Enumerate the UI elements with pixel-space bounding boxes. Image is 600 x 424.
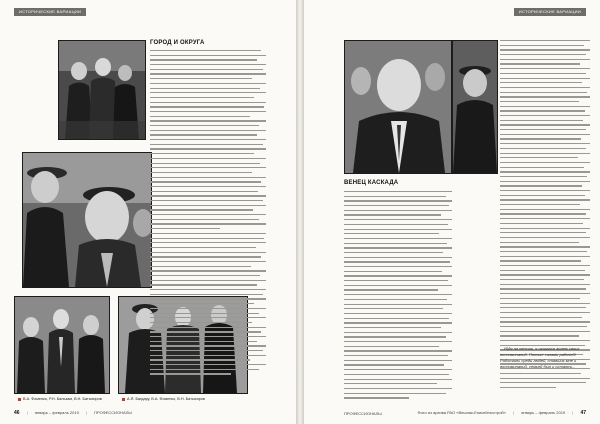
photo-group-men bbox=[58, 40, 146, 140]
photo-crowd bbox=[452, 40, 498, 174]
right-page-number: 47 bbox=[580, 410, 586, 416]
right-footer-magazine: ПРОФЕССИОНАЛЫ bbox=[344, 411, 382, 416]
right-running-head: ИСТОРИЧЕСКИЕ ВАРИАЦИИ bbox=[514, 8, 586, 16]
right-section-title: ВЕНЕЦ КАСКАДА bbox=[344, 180, 399, 186]
left-footer-magazine: ПРОФЕССИОНАЛЫ bbox=[94, 410, 132, 415]
photo-men-in-hats bbox=[22, 152, 152, 288]
right-footer-issue: январь – февраль 2019 bbox=[521, 410, 566, 415]
caption-photo-three-men: В.А. Фоменко, Р.Н. Бальзам, В.Н. Батыхиров bbox=[18, 397, 102, 401]
left-running-head: ИСТОРИЧЕСКИЕ ВАРИАЦИИ bbox=[14, 8, 86, 16]
spread-gutter bbox=[296, 0, 304, 424]
photo-man-in-suit bbox=[344, 40, 452, 174]
right-footer-note: Фото из архива РАО «Вешняк-Енисейгэсстрой» bbox=[417, 410, 506, 415]
left-footer: 46 | январь – февраль 2019 | ПРОФЕССИОНАЛЫ bbox=[14, 410, 132, 416]
left-page-number: 46 bbox=[14, 410, 20, 416]
left-section-title: ГОРОД И ОКРУГА bbox=[150, 40, 205, 46]
left-footer-issue: январь – февраль 2019 bbox=[34, 410, 79, 415]
left-text-column bbox=[150, 50, 266, 378]
left-page bbox=[0, 0, 296, 424]
caption-marker bbox=[122, 398, 125, 401]
right-page bbox=[304, 0, 600, 424]
right-text-column-1 bbox=[344, 191, 452, 402]
caption-photo-men-in-coats: А.Я. Багдару, В.А. Фоменко, В.Н. Батыхиров bbox=[122, 397, 205, 401]
caption-marker bbox=[18, 398, 21, 401]
right-text-column-2 bbox=[500, 40, 590, 392]
closing-quote: ...Уйдя на пенсию, я оказался волею своих воспоминаний. Полные силами рабочей! Работать среди людей, ставших мне и воспоминаний, семьей был и остаюсь... bbox=[500, 346, 580, 369]
photo-three-men bbox=[14, 296, 110, 394]
right-footer: Фото из архива РАО «Вешняк-Енисейгэсстрой» | январь – февраль 2019 | 47 bbox=[417, 410, 586, 416]
